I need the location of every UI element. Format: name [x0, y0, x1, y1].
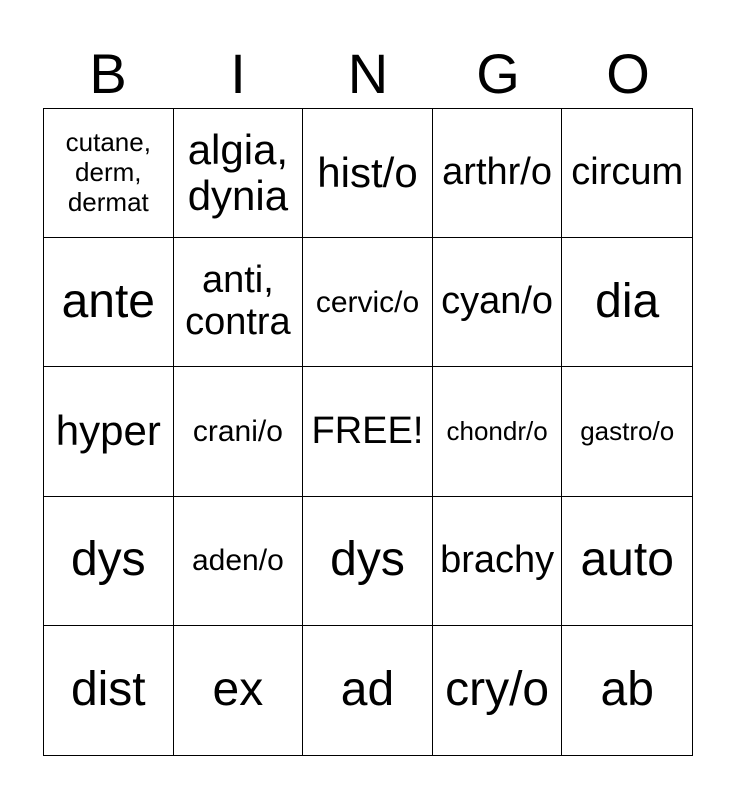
bingo-cell: cervic/o — [303, 238, 433, 367]
bingo-cell: dys — [44, 497, 174, 626]
bingo-header — [43, 40, 693, 108]
bingo-cell: hyper — [44, 367, 174, 496]
bingo-board — [43, 108, 693, 756]
header-letter-o: O — [606, 42, 650, 105]
bingo-cell: chondr/o — [433, 367, 563, 496]
bingo-cell: aden/o — [174, 497, 304, 626]
header-letter-i: I — [230, 42, 246, 105]
header-letter-n: N — [347, 42, 389, 105]
bingo-cell: dist — [44, 626, 174, 755]
header-letter-g: G — [476, 42, 520, 105]
free-space-cell: FREE! — [303, 367, 433, 496]
bingo-cell: cyan/o — [433, 238, 563, 367]
header-letter-b: B — [89, 42, 127, 105]
bingo-cell: dia — [562, 238, 692, 367]
bingo-cell: cry/o — [433, 626, 563, 755]
bingo-cell: ab — [600, 662, 654, 716]
bingo-cell: ante — [44, 238, 174, 367]
bingo-cell: ad — [303, 626, 433, 755]
bingo-cell: hist/o — [303, 109, 433, 238]
bingo-cell: ex — [174, 626, 304, 755]
bingo-cell: crani/o — [174, 367, 304, 496]
bingo-cell: auto — [562, 497, 692, 626]
bingo-cell: algia, dynia — [174, 109, 304, 238]
bingo-cell: gastro/o — [562, 367, 692, 496]
bingo-cell: anti, contra — [174, 238, 304, 367]
bingo-cell: cutane, derm, dermat — [44, 109, 174, 238]
bingo-cell: dys — [303, 497, 433, 626]
bingo-cell: brachy — [433, 497, 563, 626]
bingo-cell: arthr/o — [433, 109, 563, 238]
bingo-cell: circum — [562, 109, 692, 238]
